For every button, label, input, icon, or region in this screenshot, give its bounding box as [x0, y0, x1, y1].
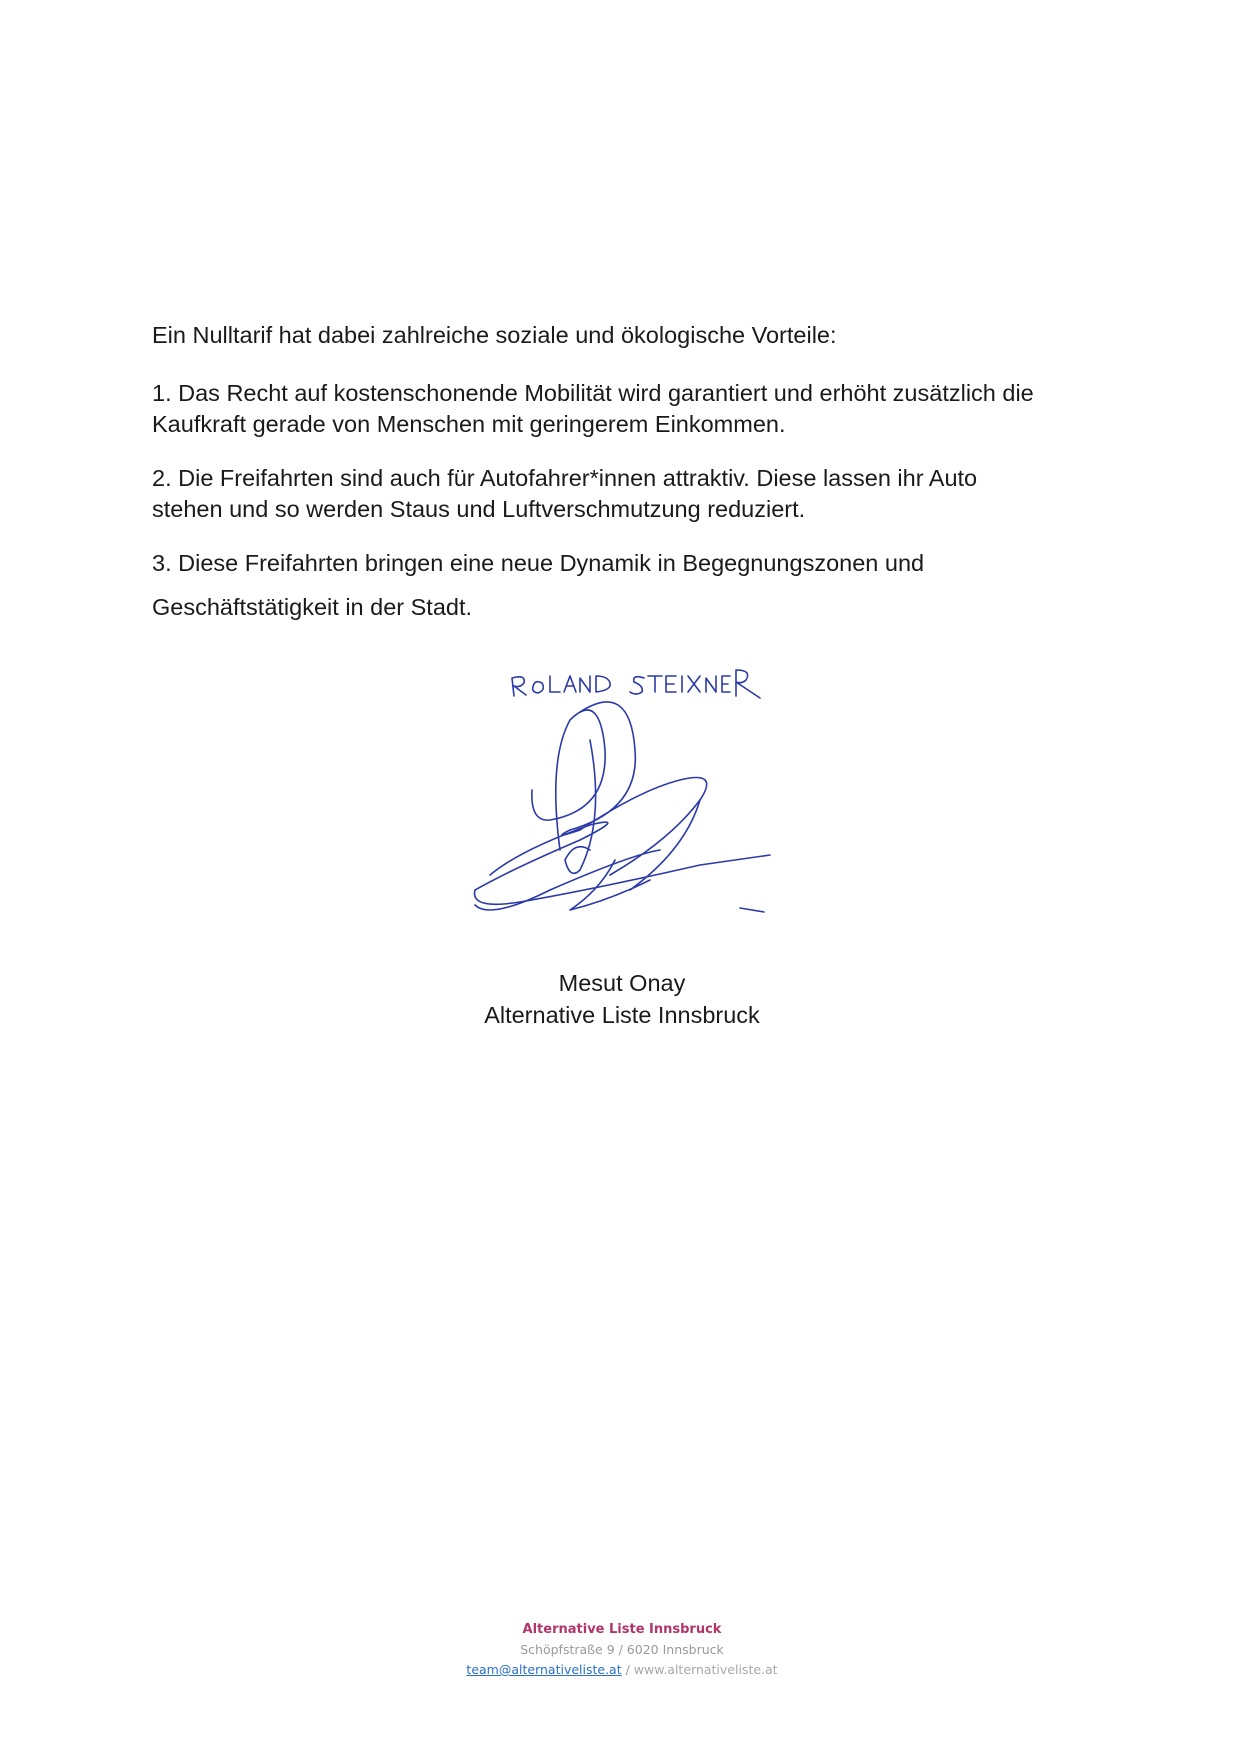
footer-separator: / — [621, 1662, 634, 1677]
list-item-line: Kaufkraft gerade von Menschen mit geringerem Einkommen. — [152, 411, 786, 437]
footer-email-link[interactable]: team@alternativeliste.at — [466, 1662, 622, 1677]
signer-organization: Alternative Liste Innsbruck — [484, 1002, 760, 1028]
list-item-line: 2. Die Freifahrten sind auch für Autofahrer*innen attraktiv. Diese lassen ihr Auto — [152, 465, 978, 491]
list-item-line: 1. Das Recht auf kostenschonende Mobilität wird garantiert und erhöht zusätzlich die — [152, 380, 1034, 406]
footer-website-link[interactable]: www.alternativeliste.at — [633, 1662, 778, 1677]
list-item-line: 3. Diese Freifahrten bringen eine neue Dynamik in Begegnungszonen und — [152, 550, 925, 576]
footer-address: Schöpfstraße 9 / 6020 Innsbruck — [520, 1642, 724, 1657]
list-item — [152, 378, 1112, 440]
signer-name: Mesut Onay — [558, 970, 686, 996]
handwritten-signature — [430, 640, 830, 970]
list-item-line: stehen und so werden Staus und Luftverschmutzung reduziert. — [152, 496, 806, 522]
footer-organization: Alternative Liste Innsbruck — [522, 1622, 722, 1637]
intro-paragraph: Ein Nulltarif hat dabei zahlreiche soziale und ökologische Vorteile: — [152, 322, 837, 348]
list-item — [152, 463, 1112, 525]
list-item-line: Geschäftstätigkeit in der Stadt. — [152, 594, 473, 620]
signature-ink — [475, 670, 770, 912]
footer-contact — [0, 1662, 1244, 1677]
